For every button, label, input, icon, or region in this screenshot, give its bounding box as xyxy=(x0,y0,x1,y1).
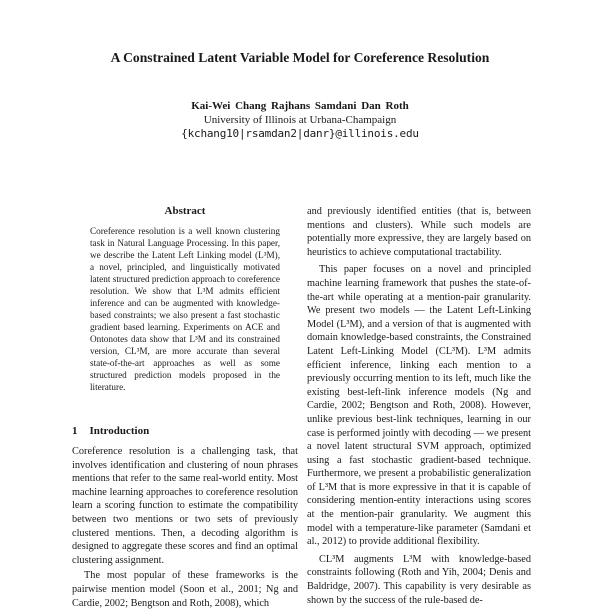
paper-title: A Constrained Latent Variable Model for Coreference Resolution xyxy=(110,50,490,65)
authors: Kai-Wei Chang Rajhans Samdani Dan Roth xyxy=(191,100,409,112)
right-paragraph-3: CL³M augments L³M with knowledge-based constraints following (Roth and Yih, 2004; Denis and Baldridge, 2007). This capability is very desirable as shown by the success of the rule-based de- xyxy=(307,553,531,606)
abstract-text: Coreference resolution is a well known clustering task in Natural Language Processing. In this paper, we describe the Latent Left Linking model (L³M), a novel, principled, and linguistically motivated latent structured prediction approach to coreference resolution. We show that L³M admits efficient inference and can be augmented with knowledge-based constraints; we also present a fast stochastic gradient based learning. Experiments on ACE and Ontonotes data show that L³M and its constrained version, CL³M, are more accurate than several state-of-the-art approaches as well as some structured prediction models proposed in the literature. xyxy=(90,226,280,392)
affiliation: University of Illinois at Urbana-Champaign xyxy=(203,114,397,126)
author-emails: {kchang10|rsamdan2|danr}@illinois.edu xyxy=(181,127,419,140)
abstract-heading: Abstract xyxy=(164,205,206,217)
intro-paragraph-1: Coreference resolution is a challenging task, that involves identification and clustering of noun phrases mentions that refer to the same real-world entity. Most machine learning approaches to coreference resolution learn a scoring function to estimate the compatibility between two mentions or two sets of previously clustered mentions. Then, a decoding algorithm is designed to aggregate these scores and find an optimal clustering assignment. xyxy=(72,446,298,566)
intro-paragraph-2: The most popular of these frameworks is the pairwise mention model (Soon et al., 2001; Ng and Cardie, 2002; Bengtson and Roth, 2008), which xyxy=(72,570,298,609)
section-title: Introduction xyxy=(89,425,150,437)
right-paragraph-2: This paper focuses on a novel and principled machine learning framework that pushes the state-of-the-art while operating at a mention-pair granularity. We present two models — the Latent Left-Linking Model (L³M), and a version of that is augmented with domain knowledge-based constraints, the Constrained Latent Left-Linking Model (CL³M). L³M admits efficient inference, linking each mention to a previously occurring mention to its left, much like the existing best-left-link inference models (Ng and Cardie, 2002; Bengtson and Roth, 2008). However, unlike previous best-link techniques, learning in our case is performed jointly with decoding — we present a novel latent structural SVM approach, optimized using a fast stochastic gradient-based technique. Furthermore, we present a probabilistic generalization of L³M that is more expressive in that it is capable of considering mention-entity interactions using scores at the mention-pair granularity. We augment this model with a temperature-like parameter (Samdani et al., 2012) to provide additional flexibility. xyxy=(307,264,531,548)
right-column xyxy=(307,205,531,607)
section-number: 1 xyxy=(72,425,78,437)
right-paragraph-1: and previously identified entities (that is, between mentions and clusters). While such models are potentially more expressive, they are largely based on heuristics to achieve computational tractability. xyxy=(307,206,531,258)
introduction-text xyxy=(72,445,298,610)
section-heading-introduction xyxy=(72,425,149,437)
